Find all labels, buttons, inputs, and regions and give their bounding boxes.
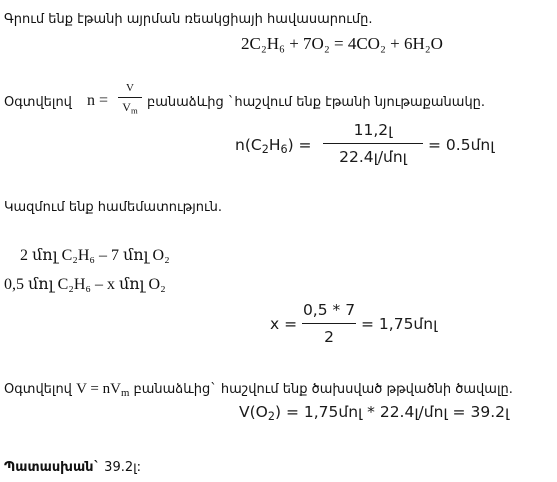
x-equation-fraction: [302, 301, 356, 347]
volume-formula-main: V = nV: [76, 381, 121, 397]
intro-text: Գրում ենք էթանի այրման ռեակցիայի հավասարումը.: [4, 12, 373, 27]
x-fraction-denominator: 2: [324, 328, 334, 346]
n-fraction-bar: [323, 143, 423, 144]
n-formula-fraction: [118, 82, 142, 122]
v-rest: ) = 1,75մոլ * 22.4լ/մոլ = 39.2լ: [274, 403, 510, 421]
n-sub2: 6: [280, 143, 288, 157]
fraction-denominator: [118, 100, 142, 115]
x-equation-lhs: x =: [270, 315, 298, 333]
v-lhs: V(O: [239, 403, 268, 421]
n-mid: H: [268, 136, 281, 154]
x-fraction-bar: [302, 323, 356, 324]
volume-equation: [239, 403, 510, 424]
answer-value: 39.2լ:: [104, 460, 142, 475]
fraction-bar: [118, 97, 142, 98]
n-fraction-denominator: 22.4լ/մոլ: [339, 148, 407, 166]
formula-intro-rest: բանաձևից `հաշվում ենք էթանի նյութաքանակը.: [147, 95, 486, 110]
proportion-line-2: 0,5 մոլ C₂H₆ – x մոլ O₂: [4, 276, 166, 293]
volume-intro-pre: Օգտվելով: [4, 382, 72, 397]
x-equation-rhs: = 1,75մոլ: [361, 315, 438, 333]
denominator-sub: m: [130, 105, 138, 116]
formula-intro-text: Օգտվելով: [4, 95, 72, 110]
n-equation-lhs: [235, 136, 312, 157]
n-sub1: 2: [261, 143, 269, 157]
volume-formula-sub: m: [120, 387, 130, 400]
n-close: ) =: [287, 136, 312, 154]
proportion-intro: Կազմում ենք համեմատություն.: [4, 200, 223, 215]
proportion-line-1: 2 մոլ C₂H₆ – 7 մոլ O₂: [20, 247, 170, 264]
reaction-equation: 2C₂H₆ + 7O₂ = 4CO₂ + 6H₂O: [241, 34, 443, 53]
fraction-numerator: V: [126, 82, 134, 94]
n-fraction-numerator: 11,2լ: [353, 121, 393, 139]
n-equation-fraction: [323, 121, 423, 167]
volume-intro-post: բանաձևից` հաշվում ենք ծախսված թթվածնի ծավալը.: [133, 382, 513, 397]
volume-formula: [76, 381, 130, 400]
denominator-main: V: [122, 100, 131, 114]
volume-intro: [4, 381, 513, 400]
n-symbol: n =: [87, 92, 109, 109]
n-equation-rhs: = 0.5մոլ: [428, 136, 495, 154]
v-sub: 2: [267, 410, 275, 424]
answer-label: Պատասխան`: [4, 460, 101, 475]
n-lhs: n(C: [235, 136, 262, 154]
answer-line: [4, 461, 141, 474]
x-fraction-numerator: 0,5 * 7: [302, 301, 356, 319]
